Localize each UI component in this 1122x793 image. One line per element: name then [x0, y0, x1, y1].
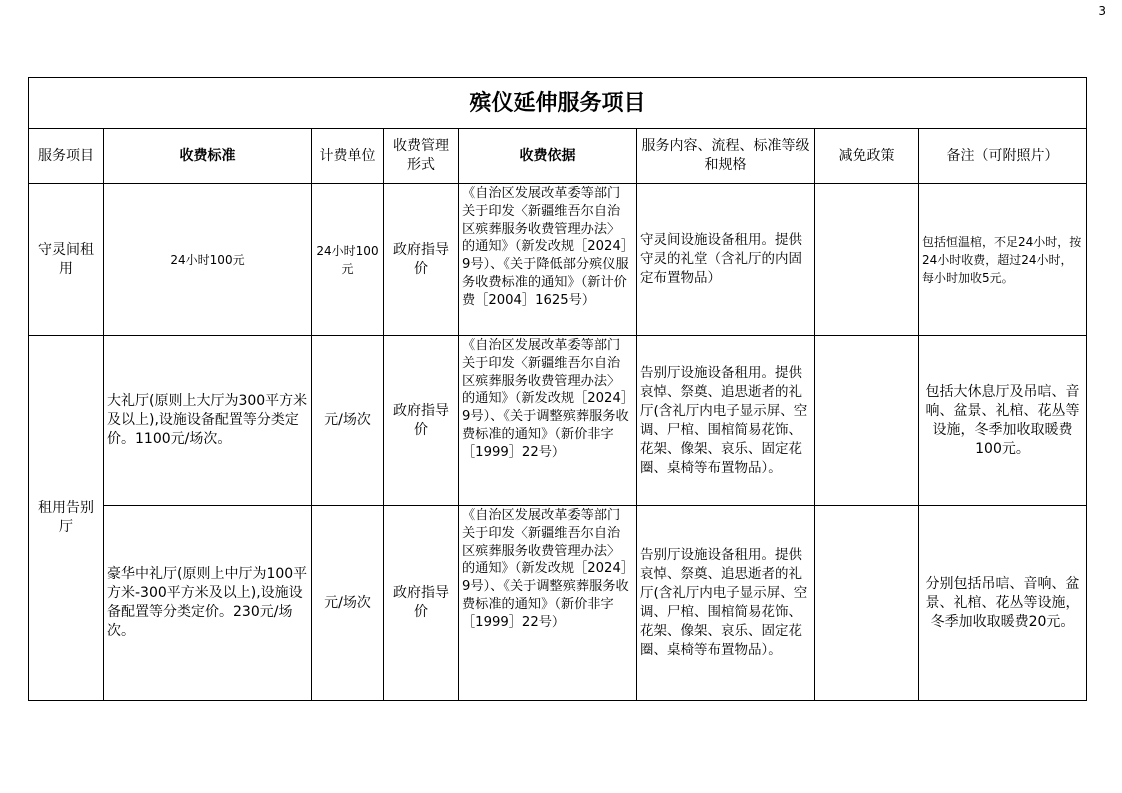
header-basis: 收费依据 — [459, 129, 637, 184]
cell-form: 政府指导价 — [384, 184, 459, 336]
cell-unit: 24小时100元 — [312, 184, 384, 336]
cell-basis: 《自治区发展改革委等部门关于印发〈新疆维吾尔自治区殡葬服务收费管理办法〉的通知》（新发改规［2024］9号）、《关于调整殡葬服务收费标准的通知》（新价非字［1999］22号） — [459, 506, 637, 701]
cell-form: 政府指导价 — [384, 506, 459, 701]
header-remark: 备注（可附照片） — [919, 129, 1087, 184]
header-standard: 收费标准 — [104, 129, 312, 184]
cell-content: 告别厅设施设备租用。提供哀悼、祭奠、追思逝者的礼厅(含礼厅内电子显示屏、空调、尸棺、围棺简易花饰、花架、像架、哀乐、固定花圈、桌椅等布置物品）。 — [637, 336, 815, 506]
cell-remark: 包括恒温棺，不足24小时，按24小时收费，超过24小时，每小时加收5元。 — [919, 184, 1087, 336]
cell-policy — [815, 184, 919, 336]
cell-basis: 《自治区发展改革委等部门关于印发〈新疆维吾尔自治区殡葬服务收费管理办法〉的通知》（新发改规［2024］9号）、《关于调整殡葬服务收费标准的通知》（新价非字［1999］22号） — [459, 336, 637, 506]
cell-standard: 大礼厅(原则上大厅为300平方米及以上),设施设备配置等分类定价。1100元/场次。 — [104, 336, 312, 506]
cell-item: 租用告别厅 — [29, 336, 104, 701]
header-unit: 计费单位 — [312, 129, 384, 184]
table-row — [29, 506, 1087, 701]
cell-policy — [815, 506, 919, 701]
cell-form: 政府指导价 — [384, 336, 459, 506]
service-fee-table — [28, 77, 1087, 701]
page-number: 3 — [1098, 4, 1106, 18]
cell-unit: 元/场次 — [312, 336, 384, 506]
cell-policy — [815, 336, 919, 506]
table-title: 殡仪延伸服务项目 — [29, 78, 1087, 129]
cell-content: 告别厅设施设备租用。提供哀悼、祭奠、追思逝者的礼厅(含礼厅内电子显示屏、空调、尸棺、围棺简易花饰、花架、像架、哀乐、固定花圈、桌椅等布置物品）。 — [637, 506, 815, 701]
table-row — [29, 336, 1087, 506]
header-form: 收费管理形式 — [384, 129, 459, 184]
cell-content: 守灵间设施设备租用。提供守灵的礼堂（含礼厅的内固定布置物品） — [637, 184, 815, 336]
cell-basis: 《自治区发展改革委等部门关于印发〈新疆维吾尔自治区殡葬服务收费管理办法〉的通知》（新发改规［2024］9号）、《关于降低部分殡仪服务收费标准的通知》（新计价费［2004］1625号） — [459, 184, 637, 336]
cell-standard: 豪华中礼厅(原则上中厅为100平方米-300平方米及以上),设施设备配置等分类定价。230元/场次。 — [104, 506, 312, 701]
header-policy: 减免政策 — [815, 129, 919, 184]
cell-item: 守灵间租用 — [29, 184, 104, 336]
cell-remark: 分别包括吊唁、音响、盆景、礼棺、花丛等设施，冬季加收取暖费20元。 — [919, 506, 1087, 701]
header-item: 服务项目 — [29, 129, 104, 184]
table-row — [29, 184, 1087, 336]
cell-unit: 元/场次 — [312, 506, 384, 701]
cell-standard: 24小时100元 — [104, 184, 312, 336]
header-content: 服务内容、流程、标准等级和规格 — [637, 129, 815, 184]
cell-remark: 包括大休息厅及吊唁、音响、盆景、礼棺、花丛等设施，冬季加收取暖费100元。 — [919, 336, 1087, 506]
